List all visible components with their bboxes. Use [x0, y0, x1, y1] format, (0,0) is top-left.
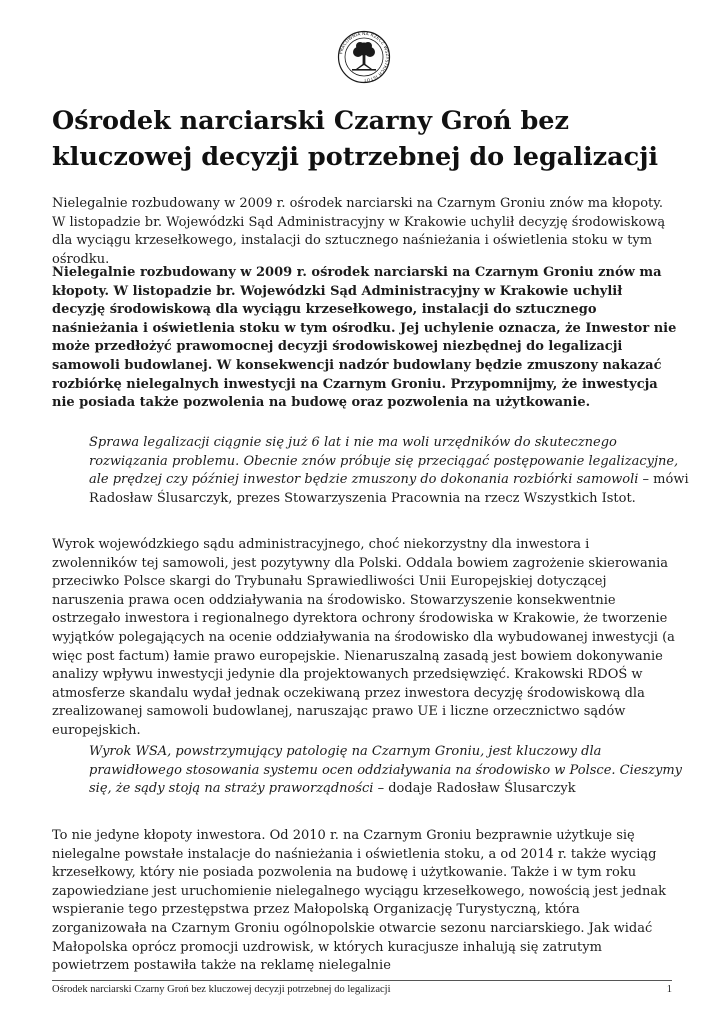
footer-title: Ośrodek narciarski Czarny Groń bez kluczowej decyzji potrzebnej do legalizacji — [52, 984, 391, 995]
page-number: 1 — [666, 984, 672, 995]
quote-2-attribution: – dodaje Radosław Ślusarczyk — [373, 781, 576, 797]
quote-1-text: Sprawa legalizacji ciągnie się już 6 lat i nie ma woli urzędników do skutecznego rozwiązania problemu. Obecnie znów próbuje się przeciągać postępowanie legalizacyjne, ale prędzej czy później inwestor będzie zmuszony do dokonania rozbiórki samowoli — [89, 435, 679, 488]
article-title: Ośrodek narciarski Czarny Groń bez kluczowej decyzji potrzebnej do legalizacji — [52, 106, 659, 172]
quote-block-1 — [89, 434, 689, 508]
quote-block-2 — [89, 743, 689, 799]
lead-paragraph: Nielegalnie rozbudowany w 2009 r. ośrodek narciarski na Czarnym Groniu znów ma kłopoty. W listopadzie br. Wojewódzki Sąd Administracyjny w Krakowie uchylił decyzję środowiskową dla wyciągu krzesełkowego, instalacji do sztucznego naśnieżania i oświetlenia stoku w tym ośrodku. — [52, 196, 666, 267]
organization-logo — [337, 30, 391, 84]
quote-2-text: Wyrok WSA, powstrzymujący patologię na Czarnym Groniu, jest kluczowy dla prawidłowego stosowania systemu ocen oddziaływania na środowisko w Polsce. Cieszymy się, że sądy stoją na straży praworządności — [89, 744, 682, 797]
body-paragraph-3: To nie jedyne kłopoty inwestora. Od 2010 r. na Czarnym Groniu bezprawnie użytkuje się nielegalne powstałe instalacje do naśnieżania i oświetlenia stoku, a od 2014 r. także wyciąg krzesełkowy, który nie posiada pozwolenia na budowę i użytkowanie. Także i w tym roku zapowiedziane jest uruchomienie nielegalnego wyciągu krzesełkowego, nowością jest jednak wspieranie tego przestępstwa przez Małopolską Organizację Turystyczną, która zorganizowała na Czarnym Groniu ogólnopolskie otwarcie sezonu narciarskiego. Jak widać Małopolska oprócz promocji uzdrowisk, w których kuracjusze inhalują się zatrutym powietrzem postawiła także na reklamę nielegalnie — [52, 828, 666, 974]
tree-seal-icon — [337, 30, 391, 84]
svg-text:PRACOWNIA NA RZECZ WSZYSTKICH: PRACOWNIA NA RZECZ WSZYSTKICH ISTOT — [339, 31, 390, 83]
quote-1-attribution: – mówi Radosław Ślusarczyk, prezes Stowarzyszenia Pracownia na rzecz Wszystkich Istot. — [89, 472, 689, 506]
bold-summary-paragraph: Nielegalnie rozbudowany w 2009 r. ośrodek narciarski na Czarnym Groniu znów ma kłopoty. W listopadzie br. Wojewódzki Sąd Administracyjny w Krakowie uchylił decyzję środowiskową dla wyciągu krzesełkowego, instalacji do sztucznego naśnieżania i oświetlenia stoku w tym ośrodku. Jej uchylenie oznacza, że Inwestor nie może przedłożyć prawomocnej decyzji środowiskowej niezbędnej do legalizacji samowoli budowlanej. W konsekwencji nadzór budowlany będzie zmuszony nakazać rozbiórkę nielegalnych inwestycji na Czarnym Groniu. Przypomnijmy, że inwestycja nie posiada także pozwolenia na budowę oraz pozwolenia na użytkowanie. — [52, 265, 677, 411]
footer-divider — [52, 980, 672, 981]
body-paragraph-2: Wyrok wojewódzkiego sądu administracyjnego, choć niekorzystny dla inwestora i zwolenników tej samowoli, jest pozytywny dla Polski. Oddala bowiem zagrożenie skierowania przeciwko Polsce skargi do Trybunału Sprawiedliwości Unii Europejskiej dotyczącej naruszenia prawa ocen oddziaływania na środowisko. Stowarzyszenie konsekwentnie ostrzegało inwestora i regionalnego dyrektora ochrony środowiska w Krakowie, że tworzenie wyjątków polegających na ocenie oddziaływania na środowisko dla wybudowanej inwestycji (a więc post factum) łamie prawo europejskie. Nienaruszalną zasadą jest bowiem dokonywanie analizy wpływu inwestycji jedynie dla projektowanych przedsięwzięć. Krakowski RDOŚ w atmosferze skandalu wydał jednak oczekiwaną przez inwestora decyzję środowiskową dla zrealizowanej samowoli budowlanej, naruszając prawo UE i liczne orzecznictwo sądów europejskich. — [52, 537, 675, 738]
